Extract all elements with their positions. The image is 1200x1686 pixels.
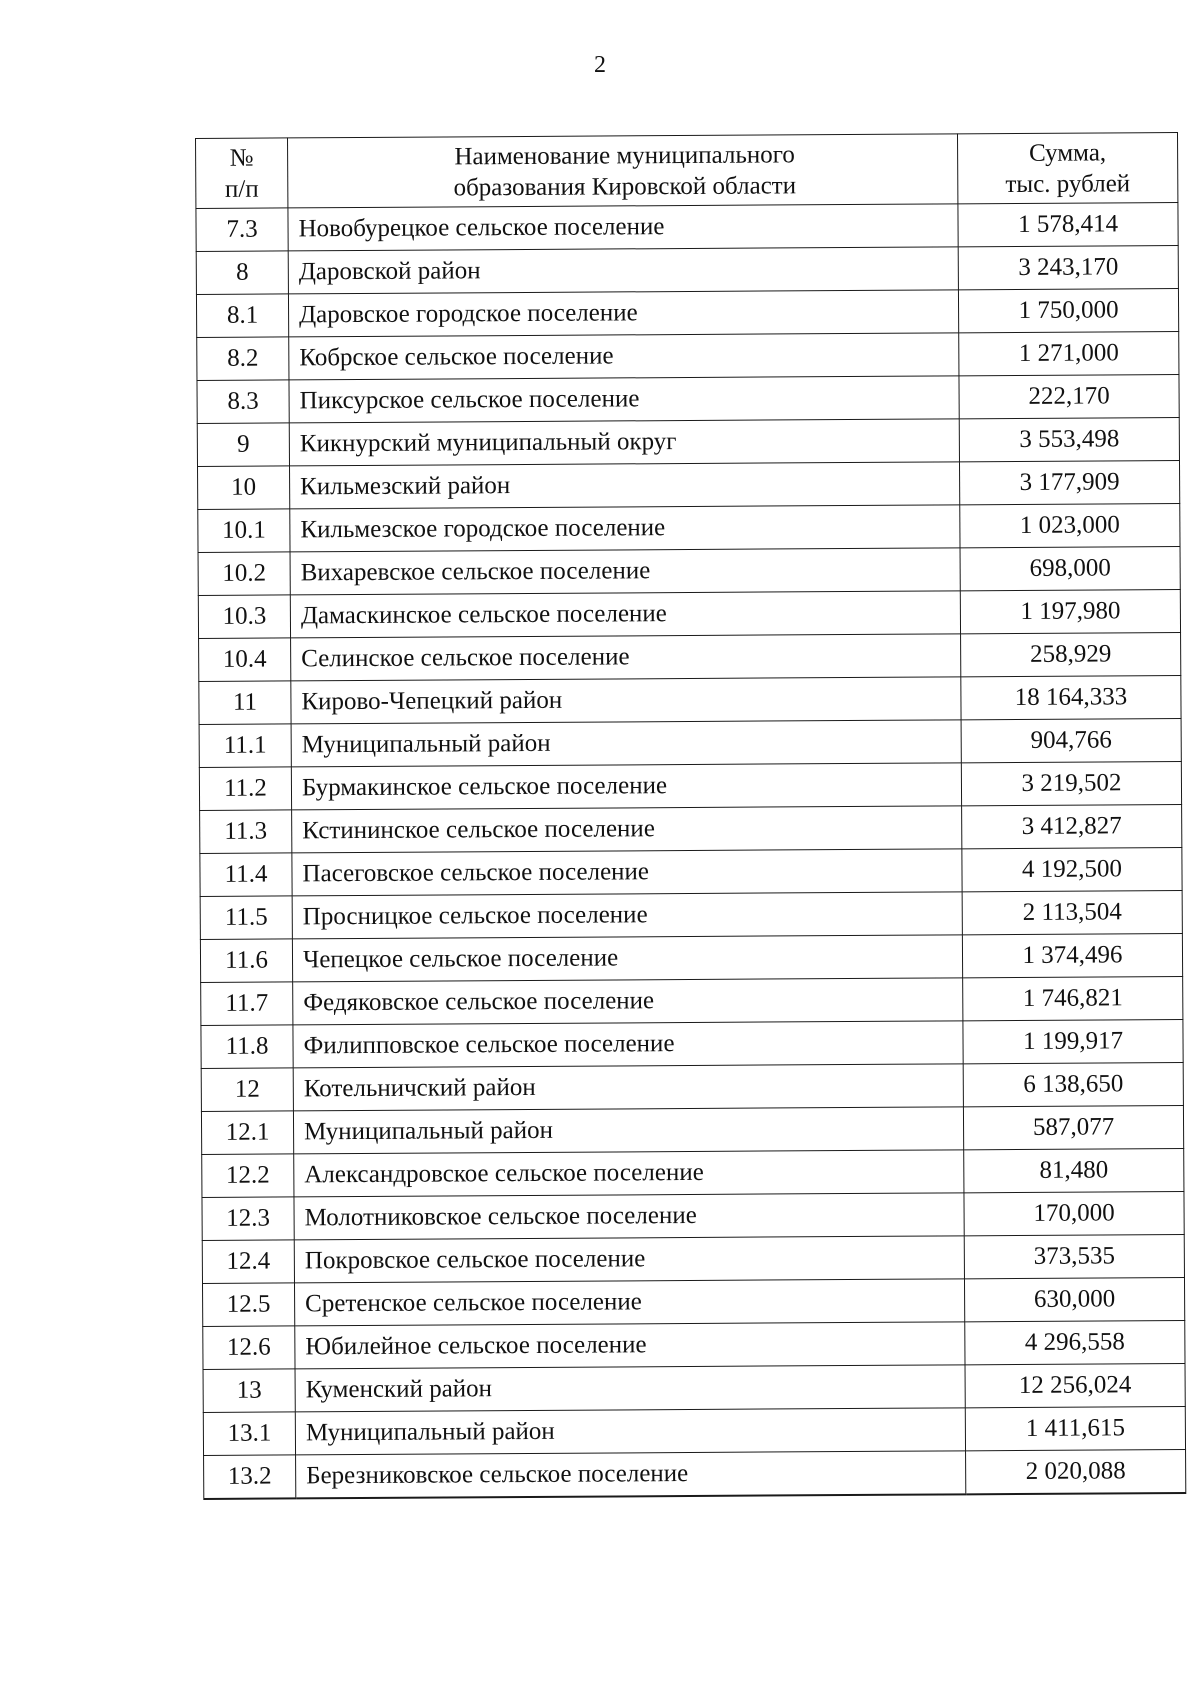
header-name (288, 134, 958, 208)
row-number: 13.1 (203, 1412, 295, 1456)
row-number: 10.2 (198, 552, 290, 596)
table-row (202, 1277, 1184, 1326)
row-number: 9 (197, 423, 289, 467)
table-row (199, 718, 1181, 767)
row-name: Александровское сельское поселение (294, 1150, 964, 1197)
table-row (202, 1191, 1184, 1240)
row-name: Даровское городское поселение (288, 290, 958, 337)
row-number: 10 (198, 466, 290, 510)
table-row (202, 1148, 1184, 1197)
table-row (198, 503, 1180, 552)
row-sum: 258,929 (961, 632, 1181, 676)
row-number: 12.4 (202, 1240, 294, 1284)
row-name: Пасеговское сельское поселение (292, 849, 962, 896)
row-number: 11.6 (200, 939, 292, 983)
row-name: Кикнурский муниципальный округ (289, 419, 959, 466)
row-number: 8.2 (197, 337, 289, 381)
row-name: Юбилейное сельское поселение (295, 1322, 965, 1369)
table-row (199, 761, 1181, 810)
row-number: 8 (196, 251, 288, 295)
row-number: 11 (199, 681, 291, 725)
row-name: Бурмакинское сельское поселение (291, 763, 961, 810)
table-row (203, 1363, 1185, 1412)
header-number-line1: № (229, 144, 254, 172)
row-name: Березниковское сельское поселение (296, 1451, 966, 1498)
row-number: 13.2 (204, 1455, 296, 1499)
table-row (203, 1406, 1185, 1455)
row-number: 10.3 (198, 595, 290, 639)
row-name: Дамаскинское сельское поселение (290, 591, 960, 638)
table-row (198, 589, 1180, 638)
table-row (196, 202, 1178, 251)
table-row (198, 460, 1180, 509)
row-number: 8.1 (196, 294, 288, 338)
row-number: 11.2 (199, 767, 291, 811)
table-body (196, 202, 1186, 1498)
row-name: Селинское сельское поселение (291, 634, 961, 681)
row-name: Новобурецкое сельское поселение (288, 204, 958, 251)
row-sum: 373,535 (964, 1234, 1184, 1278)
row-number: 8.3 (197, 380, 289, 424)
row-name: Муниципальный район (295, 1408, 965, 1455)
row-number: 12.1 (201, 1111, 293, 1155)
table-row (201, 976, 1183, 1025)
row-sum: 1 199,917 (963, 1019, 1183, 1063)
row-sum: 2 020,088 (966, 1449, 1186, 1493)
row-name: Молотниковское сельское поселение (294, 1193, 964, 1240)
row-name: Кильмезский район (290, 462, 960, 509)
row-sum: 3 412,827 (962, 804, 1182, 848)
row-sum: 587,077 (963, 1105, 1183, 1149)
row-name: Муниципальный район (293, 1107, 963, 1154)
row-number: 7.3 (196, 208, 288, 252)
row-number: 11.5 (200, 896, 292, 940)
row-sum: 1 746,821 (963, 976, 1183, 1020)
row-name: Даровской район (288, 247, 958, 294)
row-sum: 3 219,502 (961, 761, 1181, 805)
row-sum: 4 192,500 (962, 847, 1182, 891)
table-row (199, 675, 1181, 724)
row-name: Просницкое сельское поселение (292, 892, 962, 939)
header-sum-line2: тыс. рублей (1005, 169, 1131, 198)
row-sum: 1 578,414 (958, 202, 1178, 246)
row-name: Котельничский район (293, 1064, 963, 1111)
row-sum: 1 750,000 (958, 288, 1178, 332)
row-name: Кстининское сельское поселение (292, 806, 962, 853)
row-sum: 904,766 (961, 718, 1181, 762)
table-row (199, 632, 1181, 681)
row-sum: 1 023,000 (960, 503, 1180, 547)
row-name: Вихаревское сельское поселение (290, 548, 960, 595)
table-row (197, 417, 1179, 466)
row-sum: 4 296,558 (965, 1320, 1185, 1364)
header-number-line2: п/п (224, 175, 259, 203)
row-sum: 698,000 (960, 546, 1180, 590)
row-name: Сретенское сельское поселение (294, 1279, 964, 1326)
row-name: Пиксурское сельское поселение (289, 376, 959, 423)
table-row (201, 1019, 1183, 1068)
row-name: Чепецкое сельское поселение (292, 935, 962, 982)
row-name: Кирово-Чепецкий район (291, 677, 961, 724)
row-name: Муниципальный район (291, 720, 961, 767)
table-row (200, 804, 1182, 853)
row-number: 11.4 (200, 853, 292, 897)
table-row (201, 1062, 1183, 1111)
row-number: 10.1 (198, 509, 290, 553)
row-name: Кобрское сельское поселение (289, 333, 959, 380)
row-number: 12 (201, 1068, 293, 1112)
row-sum: 1 374,496 (962, 933, 1182, 977)
header-number (196, 138, 288, 209)
row-sum: 3 177,909 (959, 460, 1179, 504)
table-row (200, 847, 1182, 896)
table-row (204, 1449, 1186, 1498)
row-sum: 12 256,024 (965, 1363, 1185, 1407)
table-row (203, 1320, 1185, 1369)
row-sum: 3 553,498 (959, 417, 1179, 461)
header-sum (957, 132, 1177, 203)
row-sum: 1 411,615 (965, 1406, 1185, 1450)
table-row (198, 546, 1180, 595)
table-row (197, 374, 1179, 423)
row-sum: 6 138,650 (963, 1062, 1183, 1106)
table-row (202, 1234, 1184, 1283)
page-number: 2 (594, 52, 606, 78)
header-sum-line1: Сумма, (1028, 138, 1107, 167)
row-number: 11.3 (200, 810, 292, 854)
table-row (200, 933, 1182, 982)
row-number: 12.5 (202, 1283, 294, 1327)
row-number: 12.2 (202, 1154, 294, 1198)
row-number: 10.4 (199, 638, 291, 682)
row-sum: 1 271,000 (959, 331, 1179, 375)
row-sum: 170,000 (964, 1191, 1184, 1235)
row-sum: 2 113,504 (962, 890, 1182, 934)
table-row (196, 245, 1178, 294)
row-number: 12.3 (202, 1197, 294, 1241)
row-name: Филипповское сельское поселение (293, 1021, 963, 1068)
row-sum: 630,000 (964, 1277, 1184, 1321)
table-row (200, 890, 1182, 939)
table-row (201, 1105, 1183, 1154)
row-number: 11.8 (201, 1025, 293, 1069)
header-name-line1: Наименование муниципального (454, 140, 795, 170)
row-sum: 1 197,980 (960, 589, 1180, 633)
municipal-sums-table (195, 132, 1186, 1499)
row-name: Покровское сельское поселение (294, 1236, 964, 1283)
table-header-row (196, 132, 1178, 208)
row-number: 13 (203, 1369, 295, 1413)
row-sum: 3 243,170 (958, 245, 1178, 289)
table-row (196, 288, 1178, 337)
header-name-line2: образования Кировской области (453, 171, 797, 201)
row-name: Федяковское сельское поселение (293, 978, 963, 1025)
row-sum: 222,170 (959, 374, 1179, 418)
row-sum: 81,480 (964, 1148, 1184, 1192)
row-number: 11.7 (201, 982, 293, 1026)
table-row (197, 331, 1179, 380)
row-number: 12.6 (203, 1326, 295, 1370)
row-name: Куменский район (295, 1365, 965, 1412)
row-name: Кильмезское городское поселение (290, 505, 960, 552)
row-number: 11.1 (199, 724, 291, 768)
row-sum: 18 164,333 (961, 675, 1181, 719)
